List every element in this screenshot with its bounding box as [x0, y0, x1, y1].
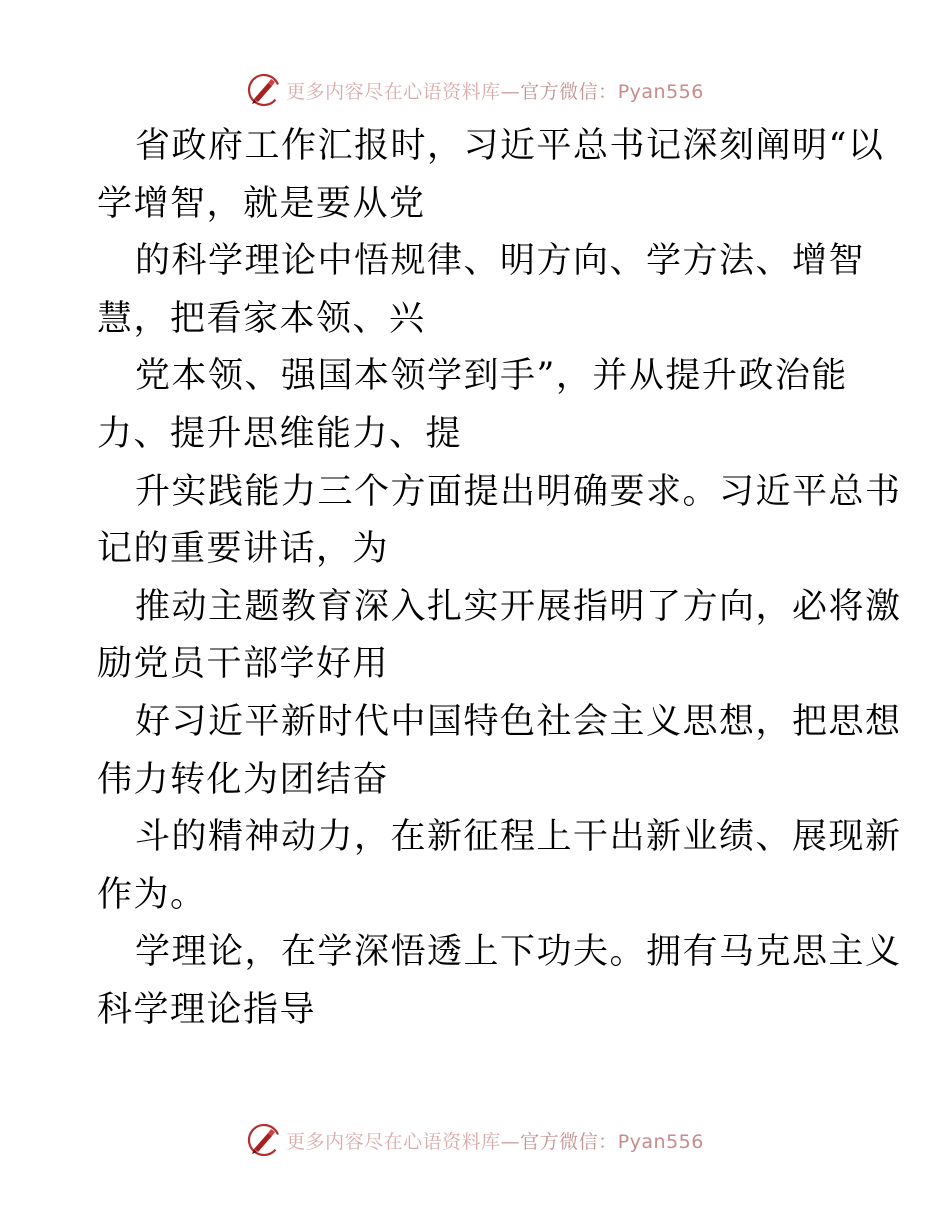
header-banner: [0, 70, 950, 110]
body-line: 学增智，就是要从党: [97, 183, 426, 224]
body-line: 慧，把看家本领、兴: [97, 298, 426, 339]
body-line: 作为。: [97, 874, 207, 915]
pen-logo-icon: [246, 1122, 282, 1158]
body-line: 记的重要讲话，为: [97, 529, 390, 570]
header-dash: —: [500, 80, 521, 103]
footer-dash: —: [500, 1130, 521, 1153]
footer-text: [286, 1127, 704, 1154]
body-line: 省政府工作汇报时，习近平总书记深刻阐明“以: [135, 126, 885, 166]
body-line: 科学理论指导: [97, 989, 317, 1030]
body-line: 升实践能力三个方面提出明确要求。习近平总书: [135, 471, 902, 512]
body-line: 学理论，在学深悟透上下功夫。拥有马克思主义: [135, 932, 902, 973]
footer-library-text: 更多内容尽在心语资料库: [286, 1130, 501, 1153]
header-library-text: 更多内容尽在心语资料库: [286, 80, 501, 103]
footer-banner: [0, 1120, 950, 1160]
body-line: 党本领、强国本领学到手”，并从提升政治能: [135, 356, 848, 397]
footer-wechat-id: Pyan556: [617, 1130, 704, 1153]
document-body: [97, 118, 902, 1040]
header-wechat-id: Pyan556: [617, 80, 704, 103]
body-line: 伟力转化为团结奋: [97, 759, 390, 800]
body-line: 推动主题教育深入扎实开展指明了方向，必将激: [135, 586, 902, 627]
body-line: 的科学理论中悟规律、明方向、学方法、增智: [135, 241, 866, 282]
footer-wechat-label: 官方微信：: [520, 1130, 618, 1153]
body-line: 斗的精神动力，在新征程上干出新业绩、展现新: [135, 817, 902, 858]
pen-logo-icon: [246, 72, 282, 108]
body-line: 好习近平新时代中国特色社会主义思想，把思想: [135, 701, 902, 742]
header-wechat-label: 官方微信：: [520, 80, 618, 103]
body-line: 力、提升思维能力、提: [97, 413, 463, 454]
header-text: [286, 77, 704, 104]
body-line: 励党员干部学好用: [97, 644, 390, 685]
